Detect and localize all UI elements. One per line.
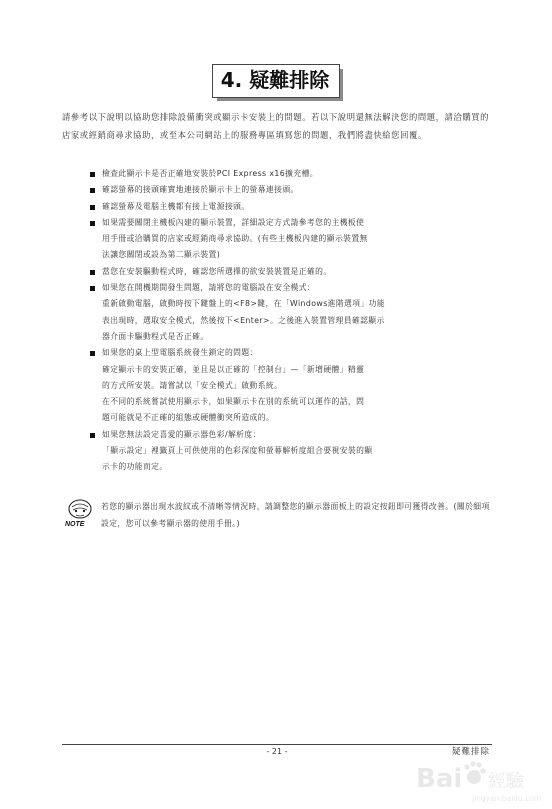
list-item-line: 法讓您關閉或設為第二顯示裝置) <box>102 250 221 260</box>
watermark-suffix: 經驗 <box>488 771 524 792</box>
note-icon <box>62 498 98 528</box>
list-item <box>90 215 482 264</box>
list-item-line: 如果您在開機期間發生問題，請將您的電腦設在安全模式： <box>102 283 316 293</box>
list-item-line: 的方式所安裝。請嘗試以「安全模式」啟動系統。 <box>102 380 283 390</box>
paw-icon <box>464 761 485 784</box>
page-title <box>212 64 348 104</box>
bullet-square-icon <box>90 205 95 210</box>
list-item-line: 器介面卡驅動程式是否正確。 <box>102 331 209 341</box>
list-item <box>90 427 482 476</box>
list-item-line: 當您在安裝驅動程式時，確認您所選擇的欲安裝裝置是正確的。 <box>102 266 332 276</box>
page-title-text: 4. 疑難排除 <box>220 68 330 92</box>
troubleshooting-list <box>90 166 482 476</box>
list-item-line: 題可能就是不正確的組態或硬體衝突所造成的。 <box>102 413 275 423</box>
note-text: 若您的顯示器出現水波紋或不清晰等情況時，請調整您的顯示器面板上的設定按鈕即可獲得改善。(關於細項設定，您可以參考顯示器的使用手冊。) <box>101 502 490 528</box>
baidu-watermark <box>412 757 542 807</box>
list-item-line: 在不同的系統嘗試使用顯示卡，如果顯示卡在別的系統可以運作的話，問 <box>102 397 365 407</box>
list-item <box>90 345 482 426</box>
bullet-square-icon <box>90 433 95 438</box>
list-item <box>90 182 482 198</box>
watermark-brand: Bai <box>416 764 463 794</box>
note-icon-label: NOTE <box>65 521 85 528</box>
list-item-line: 表出現時，選取安全模式，然後按下<Enter>。之後進入裝置管理員確認顯示 <box>102 315 385 325</box>
footer-divider <box>62 744 492 745</box>
list-item <box>90 199 482 215</box>
bullet-square-icon <box>90 351 95 356</box>
bullet-square-icon <box>90 188 95 193</box>
watermark-url: jingyan.baidu.com <box>472 794 542 803</box>
list-item-line: 示卡的功能而定。 <box>102 462 168 472</box>
bullet-square-icon <box>90 172 95 177</box>
list-item-line: 確認螢幕及電腦主機都有接上電源接頭。 <box>102 201 250 211</box>
list-item-line: 檢查此顯示卡是否正確地安裝於PCI Express x16擴充槽。 <box>102 169 318 178</box>
intro-paragraph: 請參考以下說明以協助您排除設備衝突或顯示卡安裝上的問題。若以下說明還無法解決您的問題，請洽購買的店家或經銷商尋求協助，或至本公司網站上的服務專區填寫您的問題，我們將盡快給您回覆。 <box>62 112 490 140</box>
list-item <box>90 264 482 280</box>
list-item-line: 確認螢幕的接頭確實地連接於顯示卡上的螢幕連接頭。 <box>102 185 299 195</box>
list-item <box>90 280 482 345</box>
page-number: - 21 - <box>266 747 288 756</box>
list-item-line: 如果需要關閉主機板內建的顯示裝置，詳細設定方式請參考您的主機板使 <box>102 217 365 227</box>
list-item-line: 用手冊或洽購買的店家或經銷商尋求協助。(有些主機板內建的顯示裝置無 <box>102 234 368 244</box>
list-item-line: 如果您的桌上型電腦系統發生鎖定的問題： <box>102 348 258 358</box>
bullet-square-icon <box>90 270 95 275</box>
list-item-line: 「顯示設定」裡籤頁上可供使用的色彩深度和螢幕解析度組合要視安裝的顯 <box>102 446 373 456</box>
footer-section-title: 疑難排除 <box>451 747 490 757</box>
list-item-line: 確定顯示卡的安裝正確，並且是以正確的「控制台」—「新增硬體」精靈 <box>102 364 365 374</box>
list-item <box>90 166 482 182</box>
list-item-line: 重新啟動電腦，啟動時按下鍵盤上的<F8>鍵，在「Windows進階選項」功能 <box>102 299 386 309</box>
bullet-square-icon <box>90 286 95 291</box>
bullet-square-icon <box>90 221 95 226</box>
list-item-line: 如果您無法設定喜愛的顯示器色彩/解析度： <box>102 429 261 439</box>
